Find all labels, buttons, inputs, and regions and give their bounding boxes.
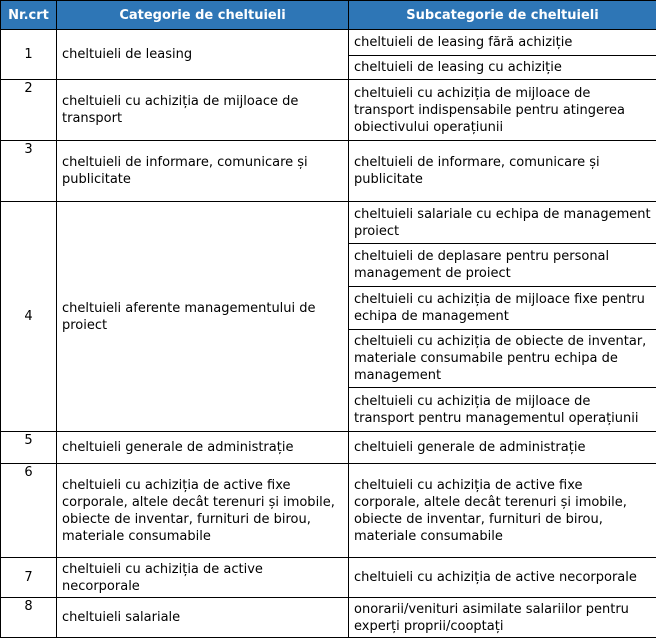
- row-subcategory: cheltuieli de leasing cu achiziție: [349, 56, 656, 80]
- table-row: [1, 30, 656, 56]
- row-category: cheltuieli salariale: [57, 598, 349, 638]
- row-category: cheltuieli de informare, comunicare și publicitate: [57, 141, 349, 202]
- row-subcategory: cheltuieli salariale cu echipa de management proiect: [349, 202, 656, 244]
- table-row: [1, 598, 656, 638]
- table-row: [1, 202, 656, 244]
- row-subcategory: cheltuieli cu achiziția de mijloace de transport indispensabile pentru atingerea obiectivului operațiunii: [349, 80, 656, 141]
- row-number: 3: [1, 141, 57, 202]
- row-subcategory: cheltuieli cu achiziția de mijloace de transport pentru managementul operațiunii: [349, 388, 656, 432]
- row-subcategory: onorarii/venituri asimilate salariilor pentru experți proprii/cooptați: [349, 598, 656, 638]
- row-number: 4: [1, 202, 57, 432]
- table-header-row: [1, 1, 656, 30]
- row-number: 8: [1, 598, 57, 638]
- row-category: cheltuieli aferente managementului de proiect: [57, 202, 349, 432]
- row-category: cheltuieli cu achiziția de active necorporale: [57, 558, 349, 598]
- table-row: [1, 80, 656, 141]
- table-row: [1, 141, 656, 202]
- row-subcategory: cheltuieli de leasing fără achiziție: [349, 30, 656, 56]
- row-number: 5: [1, 432, 57, 464]
- table-row: [1, 432, 656, 464]
- row-subcategory: cheltuieli de deplasare pentru personal management de proiect: [349, 244, 656, 287]
- row-subcategory: cheltuieli cu achiziția de mijloace fixe pentru echipa de management: [349, 287, 656, 330]
- row-subcategory: cheltuieli de informare, comunicare și publicitate: [349, 141, 656, 202]
- row-category: cheltuieli de leasing: [57, 30, 349, 80]
- table-row: [1, 558, 656, 598]
- row-subcategory: cheltuieli cu achiziția de active necorporale: [349, 558, 656, 598]
- table-row: [1, 464, 656, 558]
- row-subcategory: cheltuieli cu achiziția de obiecte de inventar, materiale consumabile pentru echipa de management: [349, 330, 656, 388]
- header-subcategory: Subcategorie de cheltuieli: [349, 1, 656, 30]
- row-category: cheltuieli cu achiziția de mijloace de transport: [57, 80, 349, 141]
- row-category: cheltuieli generale de administrație: [57, 432, 349, 464]
- row-number: 2: [1, 80, 57, 141]
- row-number: 6: [1, 464, 57, 558]
- header-category: Categorie de cheltuieli: [57, 1, 349, 30]
- row-subcategory: cheltuieli generale de administrație: [349, 432, 656, 464]
- row-number: 1: [1, 30, 57, 80]
- row-number: 7: [1, 558, 57, 598]
- header-nr: Nr.crt: [1, 1, 57, 30]
- row-subcategory: cheltuieli cu achiziția de active fixe corporale, altele decât terenuri și imobile, obiecte de inventar, furnituri de birou, materiale consumabile: [349, 464, 656, 558]
- row-category: cheltuieli cu achiziția de active fixe corporale, altele decât terenuri și imobile, obiecte de inventar, furnituri de birou, materiale consumabile: [57, 464, 349, 558]
